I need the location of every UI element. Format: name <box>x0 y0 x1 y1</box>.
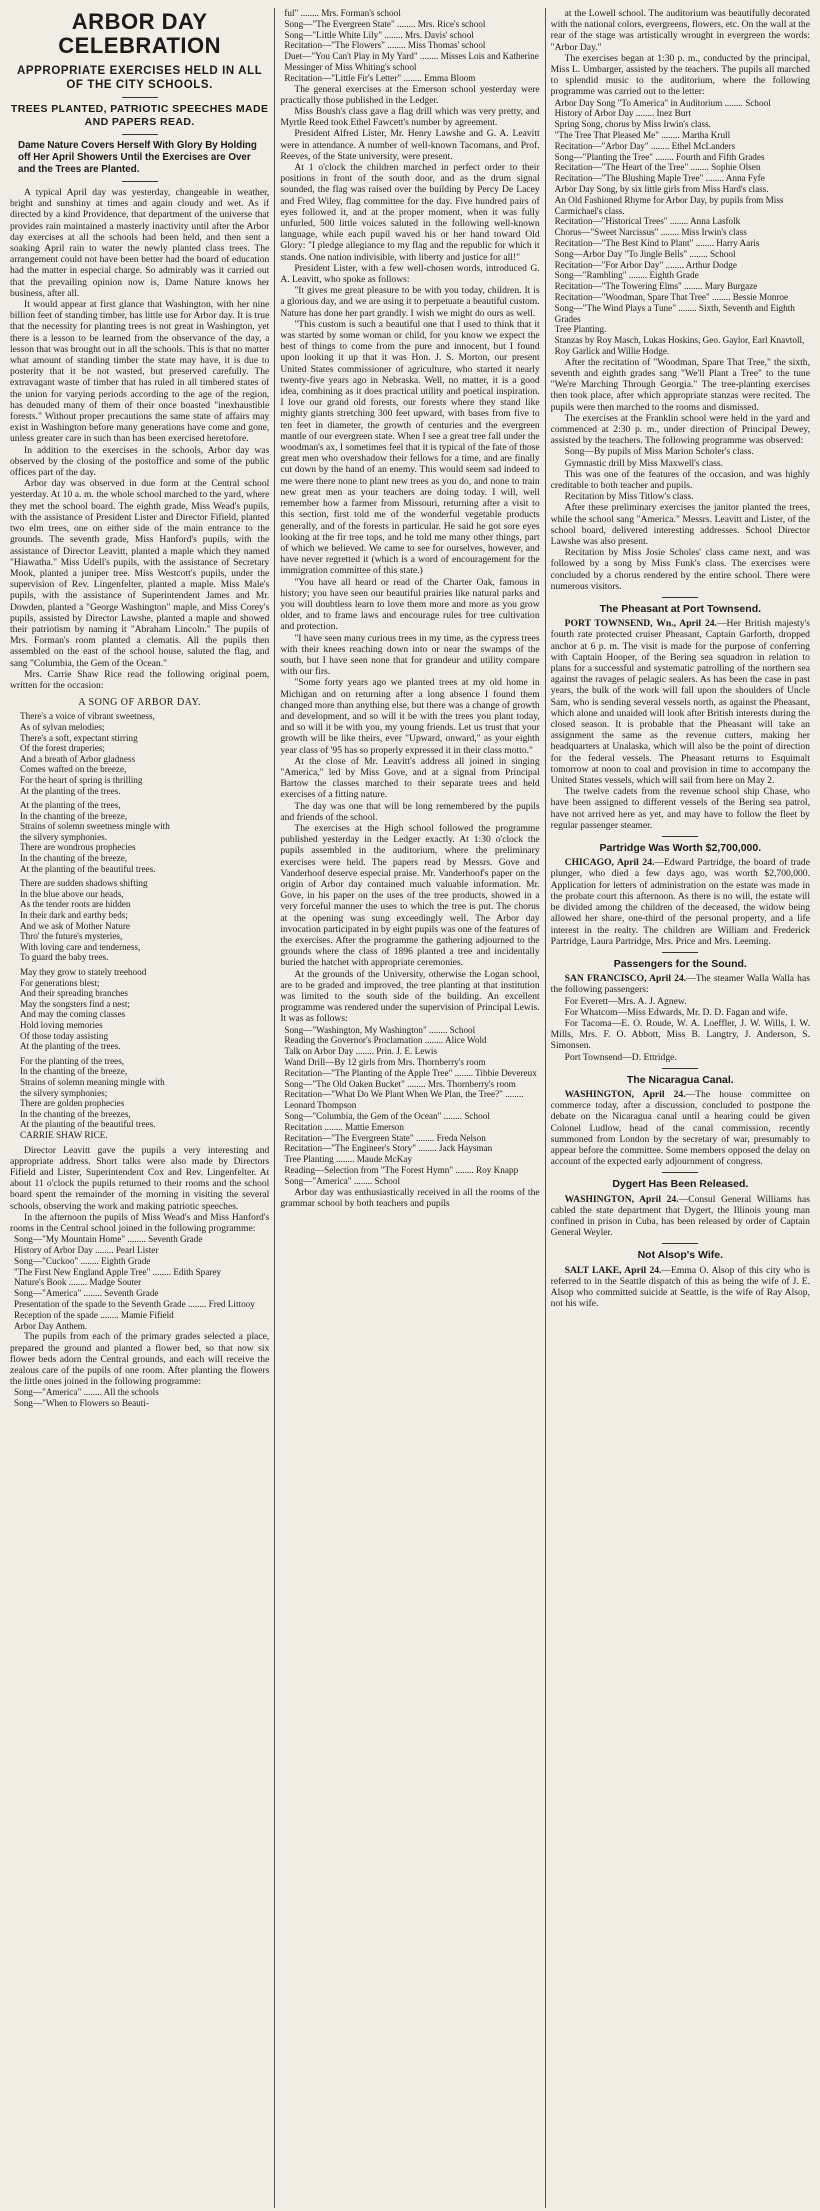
story-body <box>551 1194 810 1239</box>
programme-item: Arbor Day Song "To America" in Auditorium ........ School <box>554 97 771 108</box>
paragraph: The pupils from each of the primary grades selected a place, prepared the ground and planted a flower bed, so that now six flower beds adorn the Central grounds, and each will receive the zealous care of the pupils of one room. After planting the flowers the little ones joined in the following programme: <box>10 1331 270 1388</box>
programme-item: Song—"America" ........ All the schools <box>14 1387 159 1398</box>
story-text: —The steamer Walla Walla has the following passengers: <box>550 973 810 996</box>
dateline: SALT LAKE, April 24. <box>564 1264 662 1276</box>
programme-item: Song—"The Wind Plays a Tune" ........ Sixth, Seventh and Eighth Grades <box>554 302 795 324</box>
column-rule <box>545 8 546 2208</box>
programme-item: Wand Drill—By 12 girls from Mrs. Thornberry's room <box>284 1057 486 1068</box>
programme-item: Recitation—"The Engineer's Story" ........ Jack Haysman <box>284 1143 493 1154</box>
story-body <box>551 1265 810 1310</box>
programme-item: Song—"Rambling" ........ Eighth Grade <box>554 270 699 281</box>
passenger-line: Port Townsend—D. Ettridge. <box>564 1051 677 1063</box>
passenger-line: For Tacoma—E. O. Roude, W. A. Loeffler, J. W. Wills, I. W. Mills, Mrs. F. O. Abbott, Miss B. Langtry, J. Anderson, S. Simonsen. <box>550 1017 810 1052</box>
programme-list <box>551 98 810 357</box>
paragraph: "It gives me great pleasure to be with you today, children. It is a glorious day, and we are using it to perpetuate a beautiful custom. Nature has done her part grandly. I wish we might do ours as well. <box>280 285 540 319</box>
programme-item: Recitation—"The Planting of the Apple Tree" ........ Tibbie Devereux <box>284 1067 537 1078</box>
story-headline: Passengers for the Sound. <box>613 957 747 970</box>
divider <box>662 1172 698 1173</box>
story-body <box>551 857 810 947</box>
paragraph: At the grounds of the University, otherwise the Logan school, are to be graded and improved, the tree planting at that institution was limited to the south side of the building. An excellent programme was rendered under the supervision of Principal Lewis. It was as follows: <box>280 968 540 1025</box>
poem-stanza: May they grow to stately treehood For generations blest; And their spreading branches May the songsters find a nest; And may the coming classes Hold loving memories Of those today assisting At the planting of the trees. <box>20 967 147 1052</box>
poem-stanza: There are sudden shadows shifting In the blue above our heads, As the tender roots are hidden In their dark and earthy beds; And we ask of Mother Nature Thro' the future's mysteries, With loving care and tenderness, To guard the baby trees. <box>20 878 148 963</box>
programme-item: Song—Arbor Day "To Jingle Bells" ........ School <box>554 248 736 259</box>
divider <box>662 952 698 953</box>
paragraph: The exercises at the Franklin school were held in the yard and commenced at 2:30 p. m., under direction of Principal Dewey, assisted by the teachers. The following programme was observed: <box>550 412 810 447</box>
story-body <box>551 618 810 786</box>
programme-item: Song—"America" ........ School <box>284 1175 401 1186</box>
programme-item: An Old Fashioned Rhyme for Arbor Day, by pupils from Miss Carmichael's class. <box>554 194 784 216</box>
paragraph: At 1 o'clock the children marched in perfect order to their positions in front of the south door, and as the drum signal sounded, the flag was raised over the building by Percy De Lacey and Fred Wiley, flag committee for the day. Five hundred pairs of eyes followed it, and at the proper moment, when it was fully unfurled, 500 little voices saluted in the following well-known language, while each pupil waved his or her hand toward Old Glory: "I pledge allegiance to my flag and the republic for which it stands. One nation indivisible, with liberty and justice for all!" <box>280 162 540 263</box>
programme-item: Recitation—"The Evergreen State" ........ Freda Nelson <box>284 1132 486 1143</box>
programme-item: Reception of the spade ........ Mamie Fifield <box>14 1309 174 1320</box>
story-headline: Dygert Has Been Released. <box>612 1178 749 1191</box>
paragraph: "This custom is such a beautiful one that I used to think that it was started by some woman or child, for you know we expect the best of things to come from the pure and innocent, but I found upon looking it up that it was Hon. J. S. Morton, our present United States commissioner of agriculture, who started it nearly twenty-five years ago in Nebraska. Well, no matter, it is a good idea, combining as it does practical utility and poetical inspiration. I love our grand old forests, our forests where they stand like mighty giants stretching 300 feet upward, with bases from five to ten feet in diameter, the growth of centuries and the evergreen mantle of our evergreen state. When I see a great tree fall under the woodman's ax, I sometimes feel that it is typical of the fate of those great men who overshadow their fellows for a time, and are finally cut down by the hand of an enemy. This would seem sad indeed to me were there none to plant new trees as you do, and none to train new great men as your teachers are doing today. I will, well remember how a farmer from Missouri, returning after a visit to this section, first told me of the wonderful vegetable products generally, and of the forests in particular. He said he got sore eyes looking at the fir tree tops, and he told me many other things, part of which we believed. We came to see for ourselves, however, and have never regretted it (which is a word of encouragement for the immigration committee of this state.) <box>280 318 540 577</box>
programme-item: Nature's Book ........ Madge Souter <box>14 1277 142 1288</box>
programme-item: Song—"My Mountain Home" ........ Seventh Grade <box>14 1234 203 1245</box>
story-headline: The Pheasant at Port Townsend. <box>599 603 762 616</box>
poem-stanza: There's a voice of vibrant sweetness, As of sylvan melodies; There's a soft, expectant stirring Of the forest draperies; And a breath of Arbor gladness Comes wafted on the breeze, For the heart of spring is thrilling At the planting of the trees. <box>20 711 155 796</box>
dateline: CHICAGO, April 24. <box>564 857 655 869</box>
headline: ARBOR DAY CELEBRATION <box>58 9 222 58</box>
programme-item: Song—"Washington, My Washington" ........ School <box>284 1024 476 1035</box>
paragraph: It would appear at first glance that Washington, with her nine billion feet of standing timber, has little use for Arbor day. It is true that the necessity for planting trees is not great in Washington, yet there is a lesson to be learned from the observance of the day, a lesson that was brought out in all the schools. This is that no matter what amount of standing timber the state may have, it is due to posterity that it be not wasted, but preserved carefully. The extravagant waste of timber that has ruled in all timbered states of the union for varying periods according to the age of the region, has denuded many of them of their once boasted "inexhaustible forests." Without proper precautions the same state of affairs may exist in Washington before many generations have come and gone, unless greater care in such than has been exercised heretofore. <box>10 299 270 445</box>
dateline: SAN FRANCISCO, April 24. <box>564 973 687 985</box>
programme-item: Spring Song, chorus by Miss Irwin's class. <box>554 119 711 130</box>
programme-item: Arbor Day Anthem. <box>14 1320 88 1331</box>
programme-item: Duet—"You Can't Play in My Yard" ........ Misses Lois and Katherine Messinger of Miss Whiting's school <box>284 51 539 72</box>
divider <box>122 134 158 135</box>
divider <box>662 1243 698 1244</box>
paragraph: President Alfred Lister, Mr. Henry Lawshe and G. A. Leavitt were in attendance. A number of well-known Tacomans, and Prof. Reeves, of the State university, were present. <box>280 128 540 162</box>
programme-list <box>280 1025 539 1209</box>
programme-item: Recitation—"The Flowers" ........ Miss Thomas' school <box>284 40 486 51</box>
paragraph: The exercises began at 1:30 p. m., conducted by the principal, Miss L. Umbarger, assisted by the teachers. The pupils all marched to splendid music to the auditorium, where the following programme was carried out to the letter: <box>550 52 810 98</box>
dateline: PORT TOWNSEND, Wn., April 24. <box>564 618 717 630</box>
divider <box>122 181 158 182</box>
passenger-line: For Everett—Mrs. A. J. Agnew. <box>564 995 687 1007</box>
paragraph: At the close of Mr. Leavitt's address all joined in singing "America," led by Miss Gove, and at a signal from Principal Bartow the classes marched to their separate trees and held exercises of a fitting nature. <box>280 755 540 801</box>
story-text: —Edward Partridge, the board of trade plunger, who died a few days ago, was worth $2,700,000. Application for letters of administration on the estate was made in the probate court this afternoon. As there is no will, the estate will be divided among the children of the deceased, the widow being allowed her share, one-third of the personal property, and a life interest in the realty. The children are William and Frederick Partridge, Laura Partridge, Mrs. Price and Mrs. Leeming. <box>550 857 810 947</box>
deck-3: Dame Nature Covers Herself With Glory By Holding off Her April Showers Until the Exercises are Over and the Trees are Planted. <box>18 140 257 175</box>
programme-item: Talk on Arbor Day ........ Prin. J. E. Lewis <box>284 1046 438 1057</box>
column-3 <box>551 8 810 2208</box>
programme-list <box>10 1234 269 1409</box>
paragraph: Director Leavitt gave the pupils a very interesting and appropriate address. Short talks were also made by Directors Fifield and Lister, Superintendent Cox and Rev. Lingenfelter. At about 11 o'clock the pupils returned to their rooms and the school board spent the remainder of the morning in visiting the several schools, observing the work and making patriotic speeches. <box>10 1144 270 1212</box>
paragraph: "Some forty years ago we planted trees at my old home in Michigan and on returning after a long absence I found them changed more than anything else, but there was a change of growth and development, and so will it be with the trees you plant today, and so will it be with you, my young friends. Let us trust that your growth will be like theirs, ever "Upward, onward," as your eighth year class of '95 has so properly expressed it in their class motto." <box>280 677 540 756</box>
column-rule <box>274 8 275 2208</box>
story-body <box>551 973 810 995</box>
divider <box>662 836 698 837</box>
story-body <box>551 1089 810 1167</box>
programme-item: Song—"When to Flowers so Beauti- <box>14 1398 149 1409</box>
divider <box>662 1068 698 1069</box>
paragraph: Arbor day was observed in due form at the Central school yesterday. At 10 a. m. the whole school marched to the yard, where they met the school board. The eighth grade, Miss Wead's pupils, with the assistance of President Lister and Director Fifield, planted two elm trees, one on either side of the main entrance to the grounds. The seventh grade, Miss Hanford's pupils, with the assistance of Director Leavitt, planted a maple which they named "Hiawatha." Miss Udell's pupils, with the assistance of Secretary Mook, planted a juniper tree. Miss Westcott's pupils, under the supervision of Rev. Lingenfelter, planted a maple. Miss Male's pupils, with the assistance of Superintendent James and Mr. Dowden, planted a "George Washington" maple, and Miss Corey's pupils, assisted by Director Lawshe, planted a maple and showed their patriotism by naming it "Abraham Lincoln." The pupils of Mrs. Forman's room planted a clematis. All the pupils then assembled on the east of the school house, saluted the flag, and sang "Columbia, the Gem of the Ocean." <box>10 478 270 669</box>
paragraph: Song—By pupils of Miss Marion Scholer's class. <box>564 446 754 458</box>
poem-stanza: At the planting of the trees, In the chanting of the breeze, Strains of solemn sweetness mingle with the silvery symphonies. There are wondrous prophecies In the chanting of the breeze, At the planting of the beautiful trees. <box>20 800 170 874</box>
columns <box>10 8 810 2208</box>
programme-item: Recitation—"The Blushing Maple Tree" ........ Anna Fyfe <box>554 173 765 184</box>
paragraph: Mrs. Carrie Shaw Rice read the following original poem, written for the occasion: <box>10 668 270 691</box>
paragraph: "You have all heard or read of the Charter Oak, famous in history; you have seen our beautiful prairies like natural parks and you will doubtless learn to love them more and more as you grow older, and to frame laws and encourage rules for tree cultivation and protection. <box>280 576 540 633</box>
programme-item: Recitation—"For Arbor Day" ........ Arthur Dodge <box>554 259 737 270</box>
programme-item: Recitation—"Arbor Day" ........ Ethel McLanders <box>554 140 736 151</box>
paragraph: Recitation by Miss Titlow's class. <box>564 491 694 503</box>
programme-item: Recitation—"Historical Trees" ........ Anna Lasfolk <box>554 216 741 227</box>
paragraph: This was one of the features of the occasion, and was highly creditable to both teacher and pupils. <box>550 468 810 491</box>
story-text: —The house committee on commerce today, after a discussion, concluded to postpone the debate on the Nicaragua canal until a hearing could be given Colonel Ludlow, head of the canal commission, recently summoned from London by the secretary of war, presumably to appear before the committee. Some members opposed the delay on account of the expected early adjournment of congress. <box>550 1088 810 1168</box>
paragraph: A typical April day was yesterday, changeable in weather, bright and sunshiny at times and again cloudy and wet. As if directed by a kind Providence, that department of the universe that provides rain maintained a masterly inactivity until after the Arbor day exercises at all the schools had been held, and then sent a soaking April rain to water the newly planted class trees. The arrangement could not have been better had the board of education had the matter in especial charge. So admirably was it carried out that the prevailing opinion now is, Dame Nature knows her business, after all. <box>10 187 270 299</box>
paragraph: After these preliminary exercises the janitor planted the trees, while the school sang "America." Messrs. Leavitt and Lister, of the school board, delivered interesting addresses. School Director Lawshe was also present. <box>550 502 810 547</box>
programme-item: Chorus—"Sweet Narcissus" ........ Miss Irwin's class <box>554 227 747 238</box>
programme-item: Recitation—"The Best Kind to Plant" ........ Harry Aaris <box>554 237 760 248</box>
programme-item: "The First New England Apple Tree" ........ Edith Sparey <box>14 1266 222 1277</box>
programme-item: Song—"Columbia, the Gem of the Ocean" ........ School <box>284 1111 490 1122</box>
programme-item: Song—"Cuckoo" ........ Eighth Grade <box>14 1255 151 1266</box>
paragraph: In addition to the exercises in the schools, Arbor day was observed by the closing of the postoffice and some of the public offices part of the day. <box>10 444 270 479</box>
programme-item: Recitation—"The Heart of the Tree" ........ Sophie Olsen <box>554 162 761 173</box>
programme-item: Song—"Planting the Tree" ........ Fourth and Fifth Grades <box>554 151 765 162</box>
programme-item: History of Arbor Day ........ Inez Burt <box>554 108 691 119</box>
paragraph: In the afternoon the pupils of Miss Wead's and Miss Hanford's rooms in the Central school joined in the following programme: <box>10 1211 270 1234</box>
divider <box>662 597 698 598</box>
story-text: —Emma O. Alsop of this city who is referred to in the Seattle dispatch of this as being the wife of J. E. Alsop who committed suicide at Seattle, is the wife of Ray Alsop, not his wife. <box>550 1264 810 1310</box>
paragraph: Gymnastic drill by Miss Maxwell's class. <box>564 457 724 469</box>
programme-item: Tree Planting ........ Maude McKay <box>284 1154 413 1165</box>
paragraph: President Lister, with a few well-chosen words, introduced G. A. Leavitt, who spoke as follows: <box>280 262 540 286</box>
story-headline: The Nicaragua Canal. <box>626 1073 734 1086</box>
paragraph: Arbor day was enthusiastically received in all the rooms of the grammar school by both teachers and pupils <box>280 1186 540 1209</box>
story-headline: Partridge Was Worth $2,700,000. <box>599 842 762 855</box>
passenger-line: For Whatcom—Miss Edwards, Mr. D. D. Fagan and wife. <box>564 1006 788 1018</box>
column-2 <box>280 8 539 2208</box>
poem-stanza: For the planting of the trees, In the chanting of the breeze, Strains of solemn meaning mingle with the silvery symphonies; There are golden prophecies In the chanting of the breezes, At the planting of the beautiful trees. CARRIE SHAW RICE. <box>20 1055 165 1140</box>
programme-item: ful" ........ Mrs. Forman's school <box>284 8 401 18</box>
deck-2: TREES PLANTED, PATRIOTIC SPEECHES MADE AND PAPERS READ. <box>10 103 269 128</box>
programme-item: Recitation—"What Do We Plant When We Plan, the Tree?" ........ Leonard Thompson <box>284 1089 524 1111</box>
programme-item: Recitation—"The Towering Elms" ........ Mary Burgaze <box>554 281 758 292</box>
programme-item: Tree Planting. <box>554 324 607 335</box>
story-text: —Consul General Williams has cabled the state department that Dygert, the Illinois young man confined in prison in Cuba, has been released by order of Captain General Weyler. <box>550 1193 810 1239</box>
programme-item: Song—"America" ........ Seventh Grade <box>14 1288 159 1299</box>
programme-item: Reading—Selection from "The Forest Hymn" ........ Roy Knapp <box>284 1165 519 1175</box>
dateline: WASHINGTON, April 24. <box>564 1088 686 1100</box>
paragraph: After the recitation of "Woodman, Spare That Tree," the sixth, seventh and eighth grades sang "We'll Plant a Tree" to the tune "We're Marching Through Georgia." The tree-planting exercises then took place, after which appropriate stanzas were recited. The pupils were then marched to the rooms and dismissed. <box>550 356 810 413</box>
paragraph: "I have seen many curious trees in my time, as the cypress trees with their knees reaching down into or near the swamps of the south, but I have seen none that for grandeur and utility compare with our firs. <box>280 632 540 678</box>
programme-item: History of Arbor Day ........ Pearl Lister <box>14 1244 159 1255</box>
story-headline: Not Alsop's Wife. <box>637 1249 724 1262</box>
paragraph: at the Lowell school. The auditorium was beautifully decorated with the national colors, evergreens, flowers, etc. On the wall at the rear of the stage was artistically wrought in evergreen the words: "Arbor Day." <box>550 8 810 53</box>
programme-item: Song—"The Old Oaken Bucket" ........ Mrs. Thornberry's room <box>284 1078 516 1089</box>
programme-item: Presentation of the spade to the Seventh Grade ........ Fred Littooy <box>14 1298 255 1309</box>
paragraph: The exercises at the High school followed the programme published yesterday in the Ledger exactly. At 1:30 o'clock the pupils assembled in the auditorium, where the preliminary exercises were held. The papers read by Messrs. Gove and Vanderhoof deserve especial praise. Mr. Vanderhoof's paper on the origin of Arbor day contained much valuable information. Mr. Gove, in his paper on the uses of the tree products, showed in a very forceful manner the uses to which the tree is put. The chorus at the opening was sung exceedingly well. The Arbor day invocation participated in by eight pupils was one of the features of the exercises. After the programme the gathering adjourned to the grounds where the class of 1896 planted a tree and incidentally buried the hatchet with appropriate ceremonies. <box>280 822 540 969</box>
dateline: WASHINGTON, April 24. <box>564 1193 679 1205</box>
programme-item: Recitation—"Woodman, Spare That Tree" ........ Bessie Monroe <box>554 291 789 302</box>
paragraph: Miss Boush's class gave a flag drill which was very pretty, and Myrtle Reed took Ethel Fawcett's number by agreement. <box>280 105 540 129</box>
programme-item: Song—"The Evergreen State" ........ Mrs. Rice's school <box>284 18 486 29</box>
programme-item: Arbor Day Song, by six little girls from Miss Hard's class. <box>554 184 769 194</box>
poem-title: A SONG OF ARBOR DAY. <box>78 697 201 709</box>
programme-item: Reading the Governor's Proclamation ........ Alice Wold <box>284 1035 487 1046</box>
programme-item: Recitation—"Little Fir's Letter" ........ Emma Bloom <box>284 72 476 83</box>
column-1 <box>10 8 269 2208</box>
programme-item: Song—"Little White Lily" ........ Mrs. Davis' school <box>284 29 474 40</box>
divider <box>122 97 158 98</box>
deck-1: APPROPRIATE EXERCISES HELD IN ALL OF THE CITY SCHOOLS. <box>16 65 263 91</box>
programme-item: "The Tree That Pleased Me" ........ Martha Krull <box>554 130 731 141</box>
programme-item: Stanzas by Roy Masch, Lukas Hoskins, Geo. Gaylor, Earl Knavtoll, Roy Garlick and Willie Hodge. <box>554 335 805 356</box>
paragraph: The general exercises at the Emerson school yesterday were practically those published in the Ledger. <box>280 83 540 106</box>
programme-item: Recitation ........ Mattie Emerson <box>284 1121 404 1132</box>
paragraph: The twelve cadets from the revenue school ship Chase, who have been assigned to different vessels of the Bering sea patrol, have not arrived here as yet, and may have to follow the fleet by regular passenger steamer. <box>550 786 810 831</box>
paragraph: The day was one that will be long remembered by the pupils and friends of the school. <box>280 800 540 823</box>
story-text: —Her British majesty's fourth rate protected cruiser Pheasant, Captain Garforth, dropped anchor at 6 p. m. The visit is made for the purpose of conferring with Captain Hooper, of the Bering sea squadron in relation to plans for a successful and systematic patrolling of the northern sea against the ravages of pelagic sealers. As has been the case in past years, the bulk of the work will fall upon the shoulders of Uncle Sam, who is sending several vessels north, as against the Pheasant, which alone and unaided will look after British interests during the closed season. It is probable that the Pheasant will take an assignment the same as the revenue cutters, making her headquarters at Unalaska, which will also be the point of direction for the federal vessels. The Pheasant returns to Esquimalt tomorrow at noon to coal and provision in time to accompany the United States vessels, which will sail from here on May 2. <box>550 618 810 787</box>
paragraph: Recitation by Miss Josie Scholes' class came next, and was followed by a song by Miss Funk's class. The exercises were concluded by a chorus rendered by the entire school. There were numerous visitors. <box>550 547 810 592</box>
